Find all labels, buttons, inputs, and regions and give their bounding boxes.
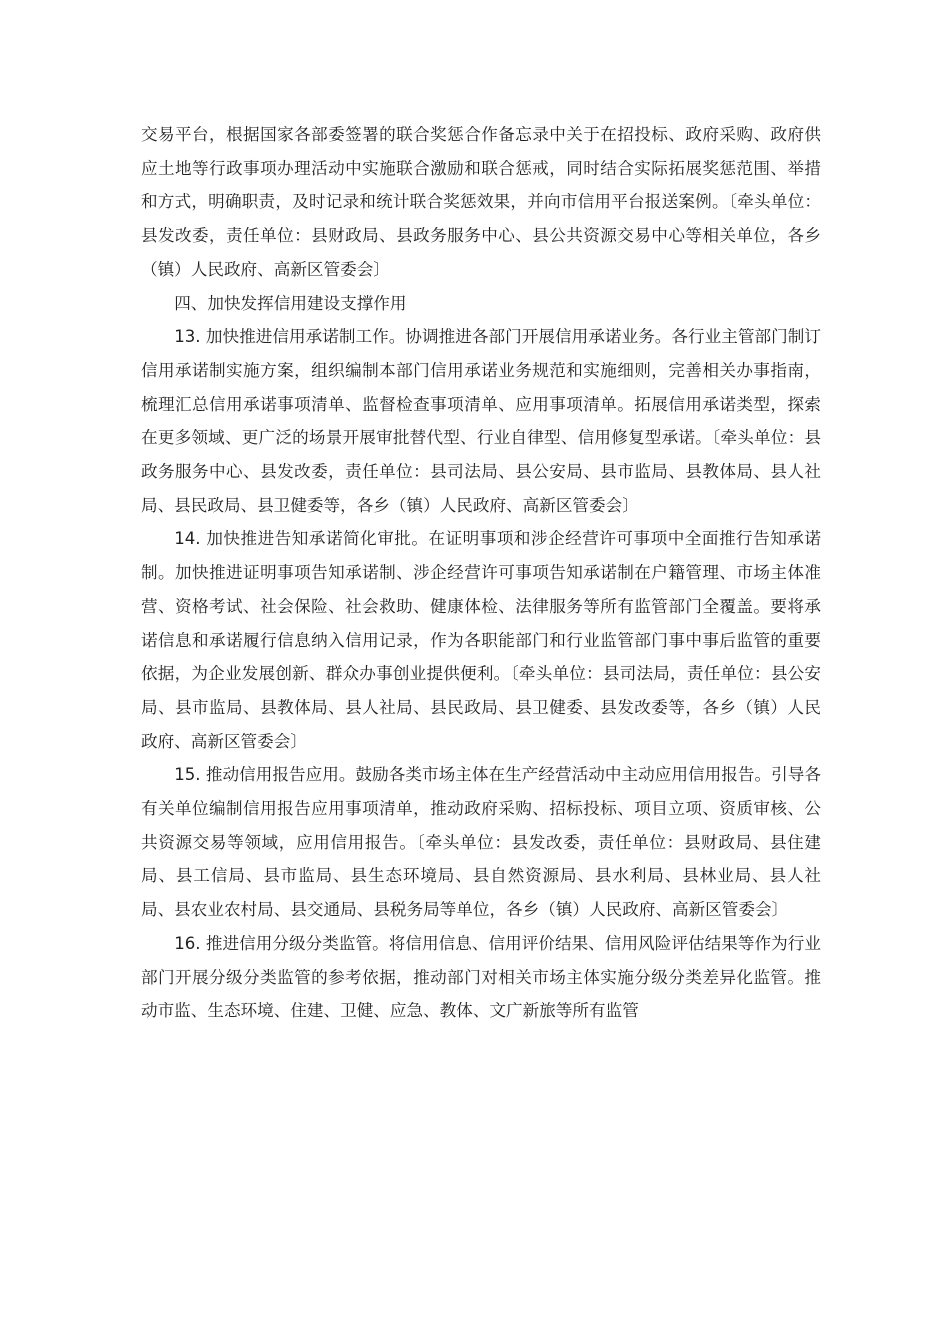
paragraph-continuation: 交易平台，根据国家各部委签署的联合奖惩合作备忘录中关于在招投标、政府采购、政府供应土地等行政事项办理活动中实施联合激励和联合惩戒，同时结合实际拓展奖惩范围、举措和方式，明确职责，及时记录和统计联合奖惩效果，并向市信用平台报送案例。〔牵头单位：县发改委，责任单位：县财政局、县政务服务中心、县公共资源交易中心等相关单位，各乡（镇）人民政府、高新区管委会〕	[141, 125, 821, 279]
paragraph-item-13: 13. 加快推进信用承诺制工作。协调推进各部门开展信用承诺业务。各行业主管部门制订信用承诺制实施方案，组织编制本部门信用承诺业务规范和实施细则，完善相关办事指南，梳理汇总信用承诺事项清单、监督检查事项清单、应用事项清单。拓展信用承诺类型，探索在更多领域、更广泛的场景开展审批替代型、行业自律型、信用修复型承诺。〔牵头单位：县政务服务中心、县发改委，责任单位：县司法局、县公安局、县市监局、县教体局、县人社局、县民政局、县卫健委等，各乡（镇）人民政府、高新区管委会〕	[141, 327, 821, 515]
paragraph-item-16: 16. 推进信用分级分类监管。将信用信息、信用评价结果、信用风险评估结果等作为行业部门开展分级分类监管的参考依据，推动部门对相关市场主体实施分级分类差异化监管。推动市监、生态环境、住建、卫健、应急、教体、文广新旅等所有监管	[141, 933, 821, 1021]
document-body	[141, 118, 821, 1028]
paragraph-item-14: 14. 加快推进告知承诺简化审批。在证明事项和涉企经营许可事项中全面推行告知承诺制。加快推进证明事项告知承诺制、涉企经营许可事项告知承诺制在户籍管理、市场主体准营、资格考试、社会保险、社会救助、健康体检、法律服务等所有监管部门全覆盖。要将承诺信息和承诺履行信息纳入信用记录，作为各职能部门和行业监管部门事中事后监管的重要依据，为企业发展创新、群众办事创业提供便利。〔牵头单位：县司法局，责任单位：县公安局、县市监局、县教体局、县人社局、县民政局、县卫健委、县发改委等，各乡（镇）人民政府、高新区管委会〕	[141, 529, 821, 751]
section-heading-four: 四、加快发挥信用建设支撑作用	[174, 293, 407, 313]
paragraph-item-15: 15. 推动信用报告应用。鼓励各类市场主体在生产经营活动中主动应用信用报告。引导各有关单位编制信用报告应用事项清单，推动政府采购、招标投标、项目立项、资质审核、公共资源交易等领域，应用信用报告。〔牵头单位：县发改委，责任单位：县财政局、县住建局、县工信局、县市监局、县生态环境局、县自然资源局、县水利局、县林业局、县人社局、县农业农村局、县交通局、县税务局等单位，各乡（镇）人民政府、高新区管委会〕	[141, 765, 821, 920]
